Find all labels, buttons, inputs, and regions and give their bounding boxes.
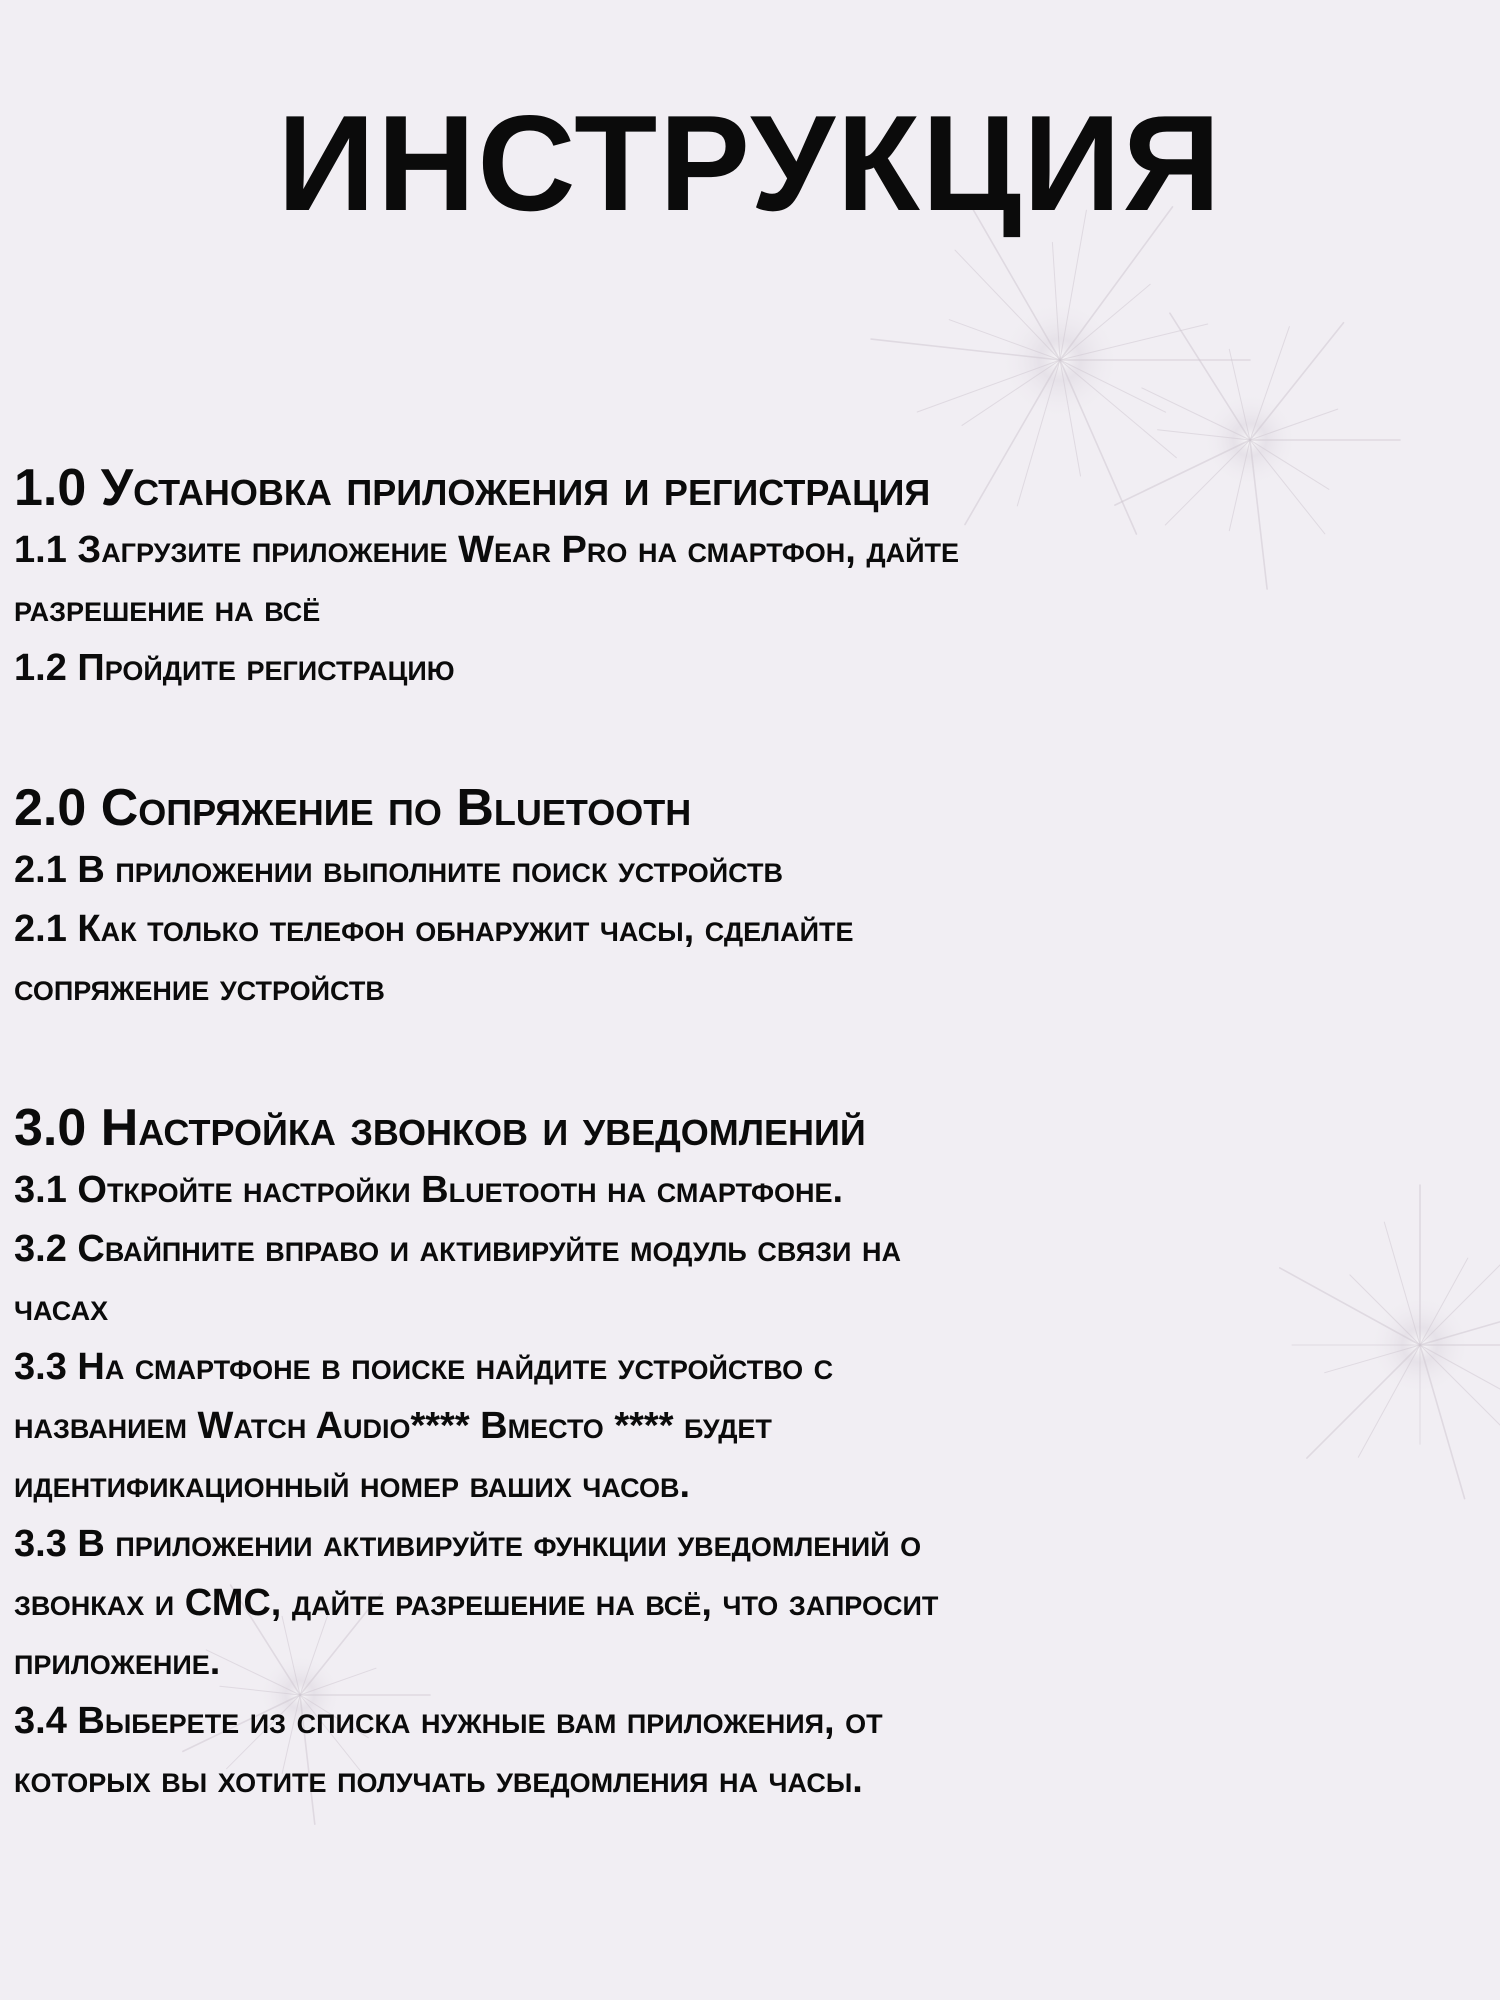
step-line: 1.2 Пройдите регистрацию <box>14 647 455 689</box>
step-line: 3.3 В приложении активируйте функции уведомлений о <box>14 1523 922 1565</box>
step-line: 3.1 Откройте настройки Bluetooth на смартфоне. <box>14 1169 844 1211</box>
section-heading: 3.0 Настройка звонков и уведомлений <box>14 1099 866 1157</box>
step-item <box>14 900 1494 1018</box>
step-item <box>14 1692 1494 1810</box>
step-item <box>14 1161 1494 1220</box>
section-heading: 1.0 Установка приложения и регистрация <box>14 459 931 517</box>
step-item <box>14 1338 1494 1515</box>
step-line: 3.3 На смартфоне в поиске найдите устройство с <box>14 1346 834 1388</box>
step-line: сопряжение устройств <box>14 967 385 1009</box>
section-calls-notifications <box>14 1095 1494 1810</box>
step-line: разрешение на всё <box>14 588 321 630</box>
section-app-install <box>14 455 1494 698</box>
step-line: приложение. <box>14 1641 221 1683</box>
section-bluetooth-pairing <box>14 775 1494 1018</box>
step-item <box>14 521 1494 639</box>
page-title: ИНСТРУКЦИЯ <box>277 87 1223 239</box>
step-line: 3.4 Выберете из списка нужные вам приложения, от <box>14 1700 883 1742</box>
step-item <box>14 1515 1494 1692</box>
step-line: звонках и СМС, дайте разрешение на всё, что запросит <box>14 1582 939 1624</box>
step-line: часах <box>14 1287 109 1329</box>
step-line: 1.1 Загрузите приложение Wear Pro на смартфон, дайте <box>14 529 960 571</box>
step-line: 2.1 Как только телефон обнаружит часы, сделайте <box>14 908 854 950</box>
step-line: названием Watch Audio**** Вместо **** будет <box>14 1405 772 1447</box>
step-line: которых вы хотите получать уведомления на часы. <box>14 1759 863 1801</box>
step-line: 3.2 Свайпните вправо и активируйте модуль связи на <box>14 1228 901 1270</box>
step-line: идентификационный номер ваших часов. <box>14 1464 691 1506</box>
section-heading: 2.0 Сопряжение по Bluetooth <box>14 779 692 837</box>
step-item <box>14 639 1494 698</box>
step-item <box>14 841 1494 900</box>
step-line: 2.1 В приложении выполните поиск устройств <box>14 849 783 891</box>
step-item <box>14 1220 1494 1338</box>
